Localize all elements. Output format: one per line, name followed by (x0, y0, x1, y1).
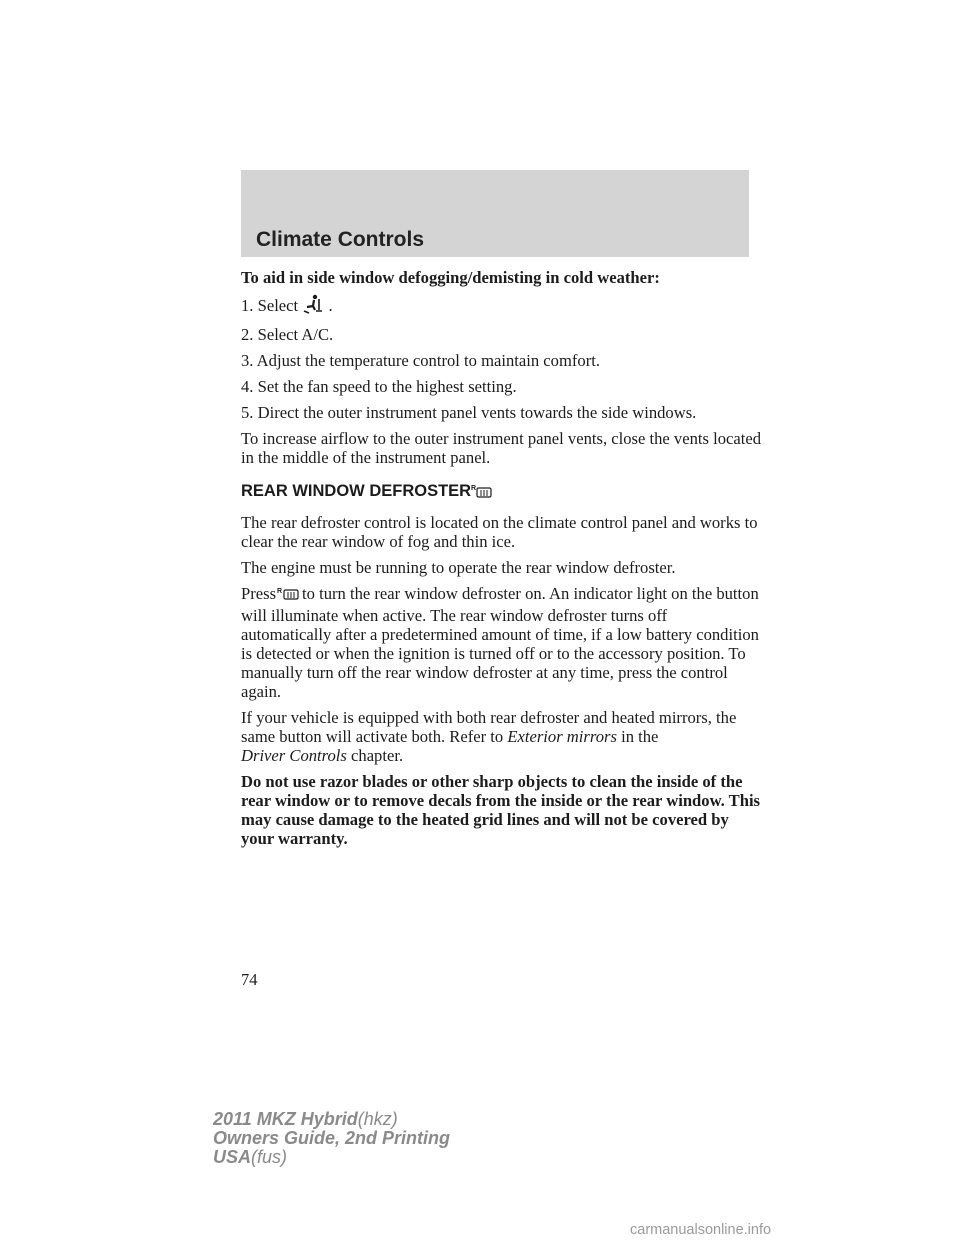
footer (213, 1110, 450, 1167)
step-5: 5. Direct the outer instrument panel vents towards the side windows. (241, 403, 697, 422)
heated-mirrors-paragraph: If your vehicle is equipped with both rear defroster and heated mirrors, the same button will activate both. Refer to Exterior mirrors in the Driver Controls chapter. (241, 708, 737, 765)
watermark: carmanualsonline.info (630, 1222, 772, 1238)
exterior-mirrors-reference: Exterior mirrors (507, 727, 617, 746)
step-2: 2. Select A/C. (241, 325, 334, 344)
section-title: Climate Controls (256, 228, 425, 251)
step-1: 1. Select . (241, 294, 761, 318)
svg-text:R: R (471, 485, 477, 492)
airflow-paragraph: To increase airflow to the outer instrument panel vents, close the vents located in the middle of the instrument panel. (241, 429, 761, 467)
press-paragraph: Press R to turn the rear window defroster on. An indicator light on the button will illuminate when active. The rear window defroster turns off automatically after a predetermined amount of time, if a low battery condition is detected or when the ignition is turned off or to the accessory position. To manually turn off the rear window defroster at any time, press the control again. (241, 584, 759, 701)
floor-defrost-icon (302, 294, 324, 318)
page-number: 74 (241, 970, 258, 989)
footer-line-3: USA(fus) (213, 1147, 288, 1167)
driver-controls-reference: Driver Controls (241, 746, 347, 765)
step-4: 4. Set the fan speed to the highest setting. (241, 377, 517, 396)
engine-running-paragraph: The engine must be running to operate the rear window defroster. (241, 558, 676, 577)
rear-defrost-icon (471, 483, 493, 504)
step-3: 3. Adjust the temperature control to maintain comfort. (241, 351, 600, 370)
svg-text:R: R (277, 588, 283, 595)
rear-defroster-heading: REAR WINDOW DEFROSTER R (241, 482, 761, 504)
warning-paragraph: Do not use razor blades or other sharp objects to clean the inside of the rear window or to remove decals from the inside or the rear window. This may cause damage to the heated grid lines and will not be covered by your warranty. (241, 772, 761, 848)
footer-line-2: Owners Guide, 2nd Printing (213, 1128, 451, 1148)
footer-line-1: 2011 MKZ Hybrid(hkz) (213, 1109, 398, 1129)
rear-defrost-icon (276, 586, 302, 606)
defroster-location-paragraph: The rear defroster control is located on the climate control panel and works to clear the rear window of fog and thin ice. (241, 513, 758, 551)
intro-text: To aid in side window defogging/demisting in cold weather: (241, 268, 660, 287)
page-content (241, 268, 761, 855)
